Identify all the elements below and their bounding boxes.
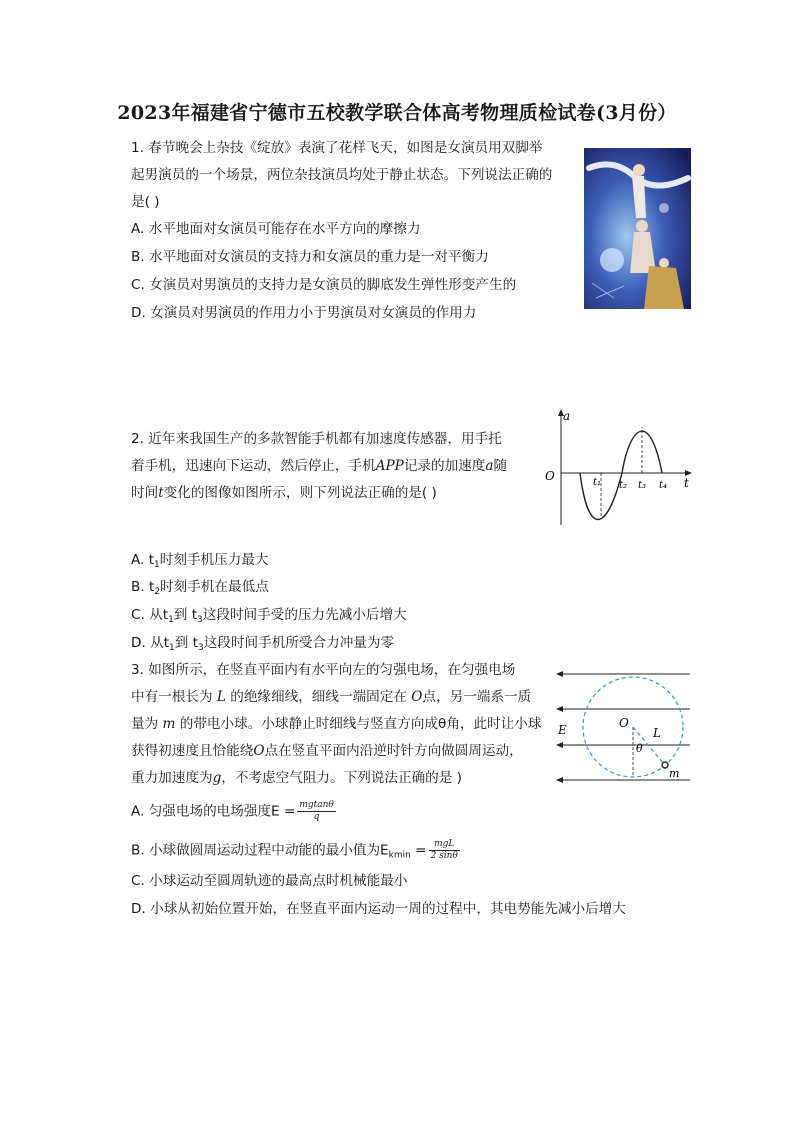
q3-stem-line: 3. 如图所示，在竖直平面内有水平向左的匀强电场，在匀强电场 — [131, 662, 516, 678]
q2-text: 随 — [493, 458, 508, 474]
q3-option-b: B. 小球做圆周运动过程中动能的最小值为$E_{kmin}$ = $\frac{\text{mgL}}{2 \sin\theta}$ — [131, 839, 458, 861]
q2-stem-line — [131, 484, 437, 502]
q2-stem-line — [131, 457, 507, 475]
fig-label-m: m — [669, 767, 680, 780]
graph-tick-t4: t₄ — [659, 480, 668, 491]
q3-option-d: D. 小球从初始位置开始，在竖直平面内运动一周的过程中，其电势能先减小后增大 — [131, 901, 626, 917]
q2-var-a: a — [485, 458, 494, 474]
q2-text: 记录的加速度 — [403, 458, 486, 474]
page-title: 2023年福建省宁德市五校教学联合体高考物理质检试卷(3月份） — [117, 102, 677, 124]
q1-option-d: D. 女演员对男演员的作用力小于男演员对女演员的作用力 — [131, 305, 477, 321]
q3-option-c: C. 小球运动至圆周轨迹的最高点时机械能最小 — [131, 873, 408, 889]
fig-label-E: E — [558, 723, 567, 737]
q2-stem-line: 2. 近年来我国生产的多款智能手机都有加速度传感器，用手托 — [131, 431, 502, 447]
q2-var-t: t — [158, 485, 164, 501]
graph-origin: O — [545, 469, 555, 483]
electric-field-circle-figure — [552, 662, 694, 787]
q2-app-text: APP — [375, 458, 404, 474]
q2-option-a: A. $t_1$时刻手机压力最大 — [131, 552, 269, 570]
q2-option-b: B. $t_2$时刻手机在最低点 — [131, 579, 269, 597]
q2-text: 着手机，迅速向下运动，然后停止，手机 — [131, 458, 376, 474]
q1-option-b: B. 水平地面对女演员的支持力和女演员的重力是一对平衡力 — [131, 249, 489, 265]
fig-label-theta: θ — [636, 742, 643, 755]
q3-stem-line: 中有一根长为 L 的绝缘细线，细线一端固定在 O点，另一端系一质 — [131, 689, 532, 705]
q1-option-c: C. 女演员对男演员的支持力是女演员的脚底发生弹性形变产生的 — [131, 277, 517, 293]
acceleration-time-graph — [538, 405, 698, 530]
charged-ball — [662, 762, 668, 768]
graph-y-label: a — [563, 409, 571, 423]
q2-option-d: D. 从$t_1$到 $t_3$这段时间手机所受合力冲量为零 — [131, 635, 395, 653]
q2-option-c: C. 从$t_1$到 $t_3$这段时间手受的压力先减小后增大 — [131, 607, 407, 625]
acrobatics-photo — [584, 148, 691, 309]
graph-x-label: t — [684, 476, 689, 490]
q1-stem-line: 1. 春节晚会上杂技《绽放》表演了花样飞天，如图是女演员用双脚举 — [131, 140, 543, 156]
q1-stem-line: 是( ) — [131, 194, 160, 210]
q3-stem-line: 获得初速度且恰能绕O点在竖直平面内沿逆时针方向做圆周运动， — [131, 743, 523, 759]
q2-text: 时间 — [131, 485, 159, 501]
fig-label-L: L — [653, 726, 661, 740]
graph-curve — [580, 431, 662, 519]
fig-label-O: O — [619, 716, 629, 730]
q2-text: 变化的图像如图所示，则下列说法正确的是( ) — [163, 485, 437, 501]
q3-stem-line: 重力加速度为g，不考虑空气阻力。下列说法正确的是 ) — [131, 770, 462, 786]
q1-stem-line: 起男演员的一个场景，两位杂技演员均处于静止状态。下列说法正确的 — [131, 167, 553, 183]
q3-option-a: A. 匀强电场的电场强度E = $\frac{mgtan\theta}{q}$ — [131, 800, 334, 822]
q3-stem-line: 量为 m 的带电小球。小球静止时细线与竖直方向成θ角，此时让小球 — [131, 716, 542, 732]
graph-tick-t1: t₁ — [593, 477, 602, 488]
graph-tick-t2: t₂ — [619, 480, 628, 491]
graph-tick-t3: t₃ — [638, 480, 647, 491]
q1-option-a: A. 水平地面对女演员可能存在水平方向的摩擦力 — [131, 221, 421, 237]
